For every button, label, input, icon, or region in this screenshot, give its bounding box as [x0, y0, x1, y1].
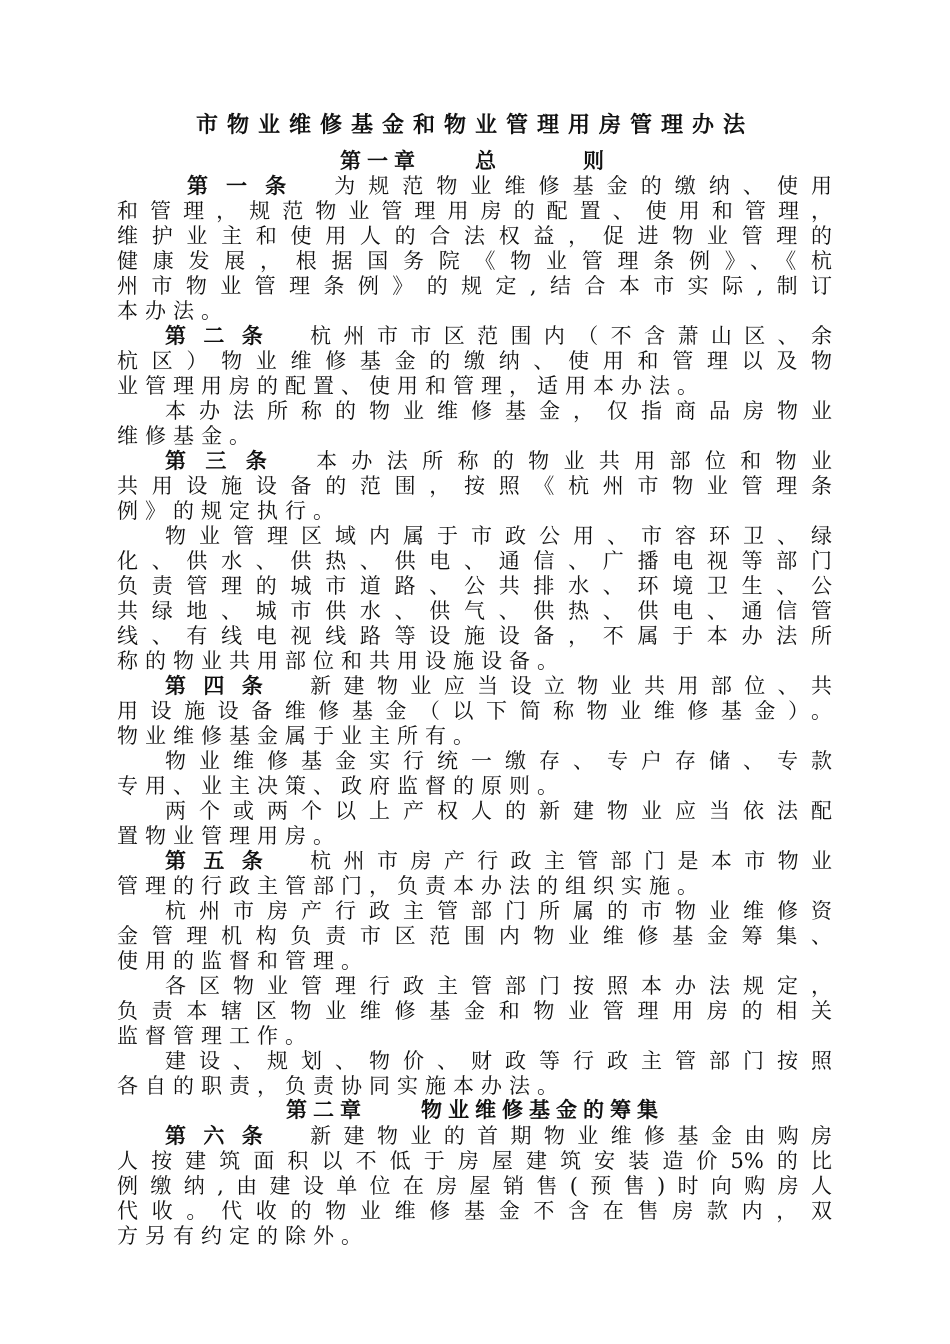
- article-6-text-1: 新建物业的首期物业维修基金由购房: [310, 1124, 833, 1148]
- article-3-para-2-line-3: 负责管理的城市道路、公共排水、环境卫生、公: [117, 574, 832, 598]
- article-5-para-3-line-3: 监督管理工作。: [117, 1024, 313, 1048]
- article-5-label: 第五条: [165, 849, 281, 873]
- document-title: 市物业维修基金和物业管理用房管理办法: [195, 113, 754, 138]
- article-1-line-1: [187, 174, 832, 199]
- article-6-line-3: 例缴纳,由建设单位在房屋销售(预售)时向购房人: [117, 1174, 832, 1198]
- article-2-line-2: 杭区）物业维修基金的缴纳、使用和管理以及物: [117, 349, 832, 373]
- article-4-label: 第四条: [165, 674, 281, 698]
- article-3-text-1: 本办法所称的物业共用部位和物业: [316, 449, 833, 473]
- article-1-label: 第一条: [187, 174, 305, 198]
- article-4-para-3-line-1: 两个或两个以上产权人的新建物业应当依法配: [165, 799, 832, 823]
- chapter-2-heading: 第二章 物业维修基金的筹集: [286, 1098, 664, 1122]
- article-5-para-4-line-1: 建设、规划、物价、财政等行政主管部门按照: [165, 1049, 832, 1073]
- article-5-text-1: 杭州市房产行政主管部门是本市物业: [310, 849, 833, 873]
- article-6-line-2: 人按建筑面积以不低于房屋建筑安装造价5%的比: [117, 1149, 832, 1173]
- article-6-label: 第六条: [165, 1124, 281, 1148]
- article-3-para-2-line-5: 线、有线电视线路等设施设备，不属于本办法所: [117, 624, 832, 648]
- article-3-para-2-line-2: 化、供水、供热、供电、通信、广播电视等部门: [117, 549, 832, 573]
- article-5-para-2-line-1: 杭州市房产行政主管部门所属的市物业维修资: [165, 899, 832, 923]
- article-1-line-6: 本办法。: [117, 299, 229, 323]
- article-3-line-2: 共用设施设备的范围，按照《杭州市物业管理条: [117, 474, 832, 498]
- article-1-text-1: 为规范物业维修基金的缴纳、使用: [334, 174, 833, 198]
- article-2-label: 第二条: [165, 324, 281, 348]
- article-4-line-3: 物业维修基金属于业主所有。: [117, 724, 481, 748]
- article-5-para-2-line-2: 金管理机构负责市区范围内物业维修基金筹集、: [117, 924, 832, 948]
- article-2-line-3: 业管理用房的配置、使用和管理，适用本办法。: [117, 374, 705, 398]
- article-5-para-4-line-2: 各自的职责，负责协同实施本办法。: [117, 1074, 565, 1098]
- article-3-line-1: [165, 449, 832, 474]
- article-3-para-2-line-6: 称的物业共用部位和共用设施设备。: [117, 649, 565, 673]
- article-5-para-3-line-2: 负责本辖区物业维修基金和物业管理用房的相关: [117, 999, 832, 1023]
- article-6-line-5: 方另有约定的除外。: [117, 1224, 369, 1248]
- article-5-para-3-line-1: 各区物业管理行政主管部门按照本办法规定，: [165, 974, 832, 998]
- article-5-line-1: [165, 849, 832, 874]
- article-4-para-2-line-2: 专用、业主决策、政府监督的原则。: [117, 774, 565, 798]
- article-2-line-1: [165, 324, 832, 349]
- article-3-line-3: 例》的规定执行。: [117, 499, 341, 523]
- article-5-para-2-line-3: 使用的监督和管理。: [117, 949, 369, 973]
- article-4-para-2-line-1: 物业维修基金实行统一缴存、专户存储、专款: [165, 749, 832, 773]
- article-1-line-2: 和管理，规范物业管理用房的配置、使用和管理，: [117, 199, 832, 223]
- article-3-para-2-line-1: 物业管理区域内属于市政公用、市容环卫、绿: [165, 524, 832, 548]
- article-1-line-5: 州市物业管理条例》的规定,结合本市实际,制订: [117, 274, 832, 298]
- article-6-line-4: 代收。代收的物业维修基金不含在售房款内，双: [117, 1199, 832, 1223]
- article-4-para-3-line-2: 置物业管理用房。: [117, 824, 341, 848]
- article-4-line-2: 用设施设备维修基金（以下简称物业维修基金）。: [117, 699, 832, 723]
- article-6-line-1: [165, 1124, 832, 1149]
- article-1-line-4: 健康发展，根据国务院《物业管理条例》、《杭: [117, 249, 832, 273]
- chapter-1-heading: 第一章 总 则: [340, 149, 610, 173]
- article-2-para-2-line-2: 维修基金。: [117, 424, 257, 448]
- article-4-line-1: [165, 674, 832, 699]
- article-4-text-1: 新建物业应当设立物业共用部位、共: [310, 674, 833, 698]
- article-5-line-2: 管理的行政主管部门，负责本办法的组织实施。: [117, 874, 705, 898]
- article-1-line-3: 维护业主和使用人的合法权益，促进物业管理的: [117, 224, 832, 248]
- article-3-para-2-line-4: 共绿地、城市供水、供气、供热、供电、通信管: [117, 599, 832, 623]
- article-3-label: 第三条: [165, 449, 287, 473]
- article-2-para-2-line-1: 本办法所称的物业维修基金，仅指商品房物业: [165, 399, 832, 423]
- article-2-text-1: 杭州市市区范围内（不含萧山区、余: [310, 324, 833, 348]
